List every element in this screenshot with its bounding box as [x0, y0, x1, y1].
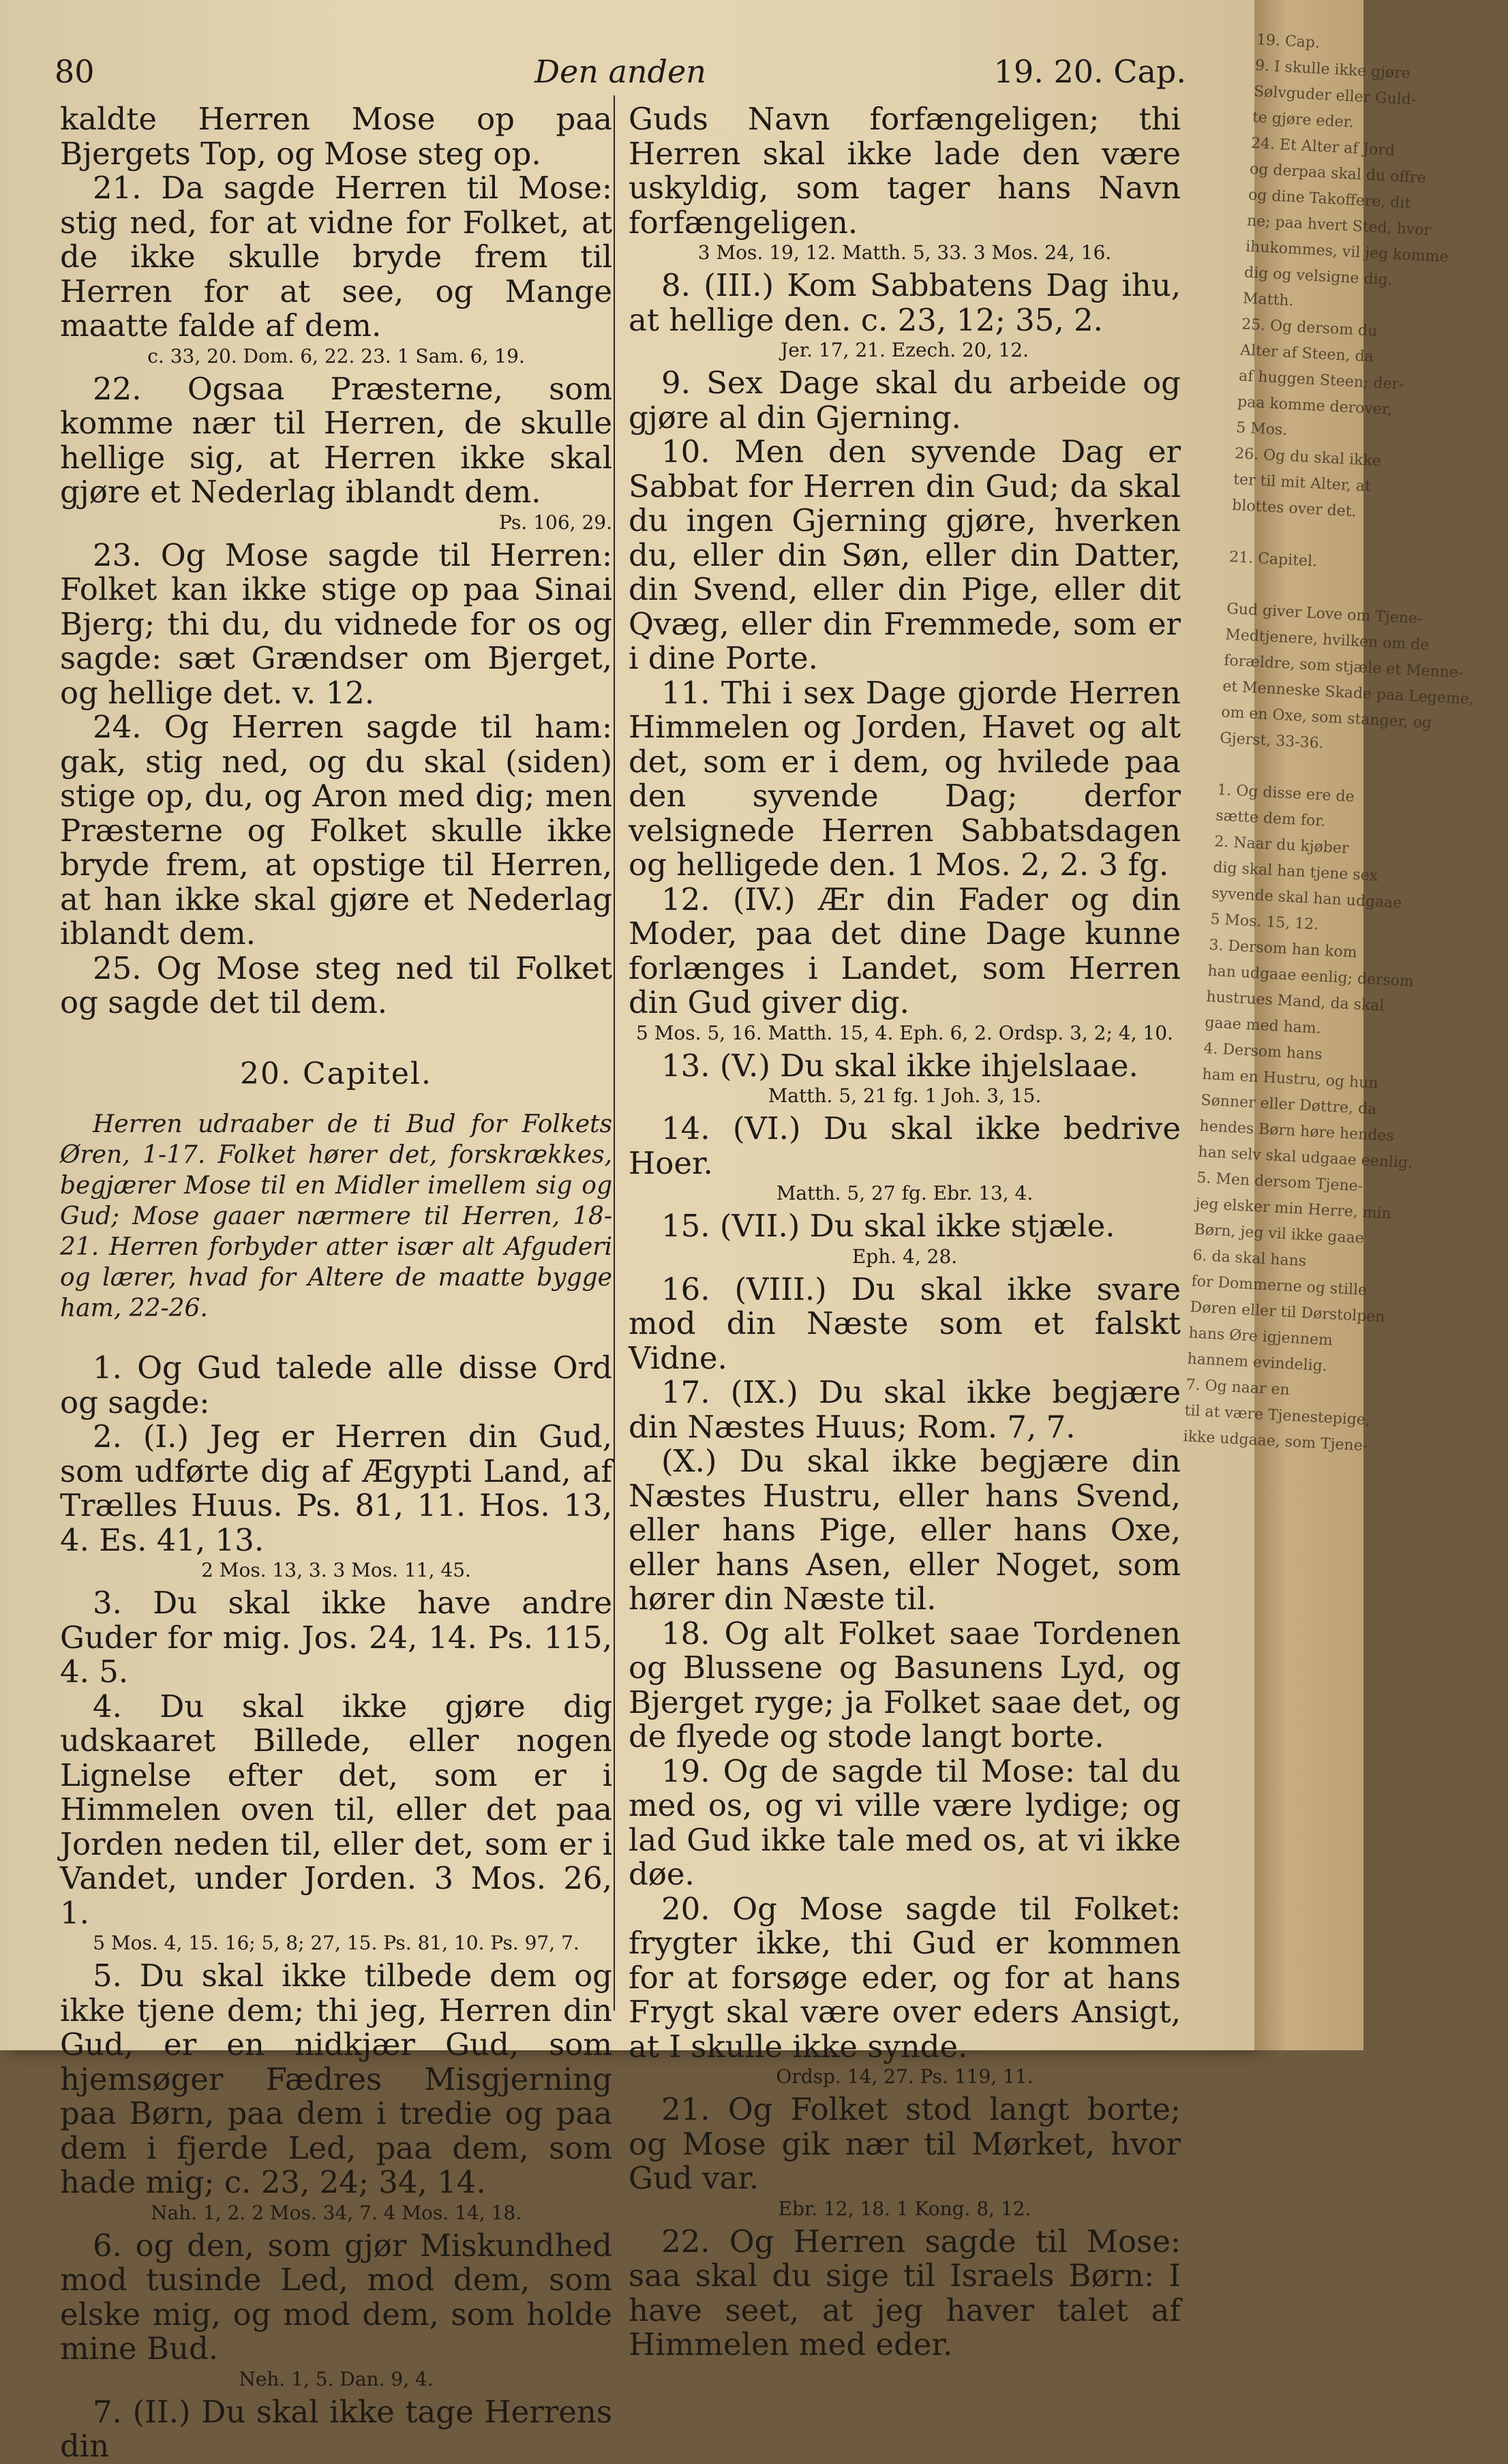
next-page-line: te gjøre eder.: [1252, 108, 1355, 132]
next-page-line: hannem evindelig.: [1186, 1350, 1328, 1375]
chapter-reference: 19. 20. Cap.: [993, 53, 1186, 90]
cross-reference: 5 Mos. 4, 15. 16; 5, 8; 27, 15. Ps. 81, 10. Ps. 97, 7.: [93, 1932, 579, 1954]
next-page-line: han selv skal udgaae eenlig.: [1197, 1143, 1413, 1172]
next-page-line: og dine Takoffere, dit: [1248, 186, 1411, 213]
next-page-line: paa komme derover,: [1237, 393, 1393, 419]
page-number: 80: [55, 53, 95, 90]
next-page-line: sætte dem for.: [1215, 807, 1326, 830]
running-header: [55, 53, 1186, 101]
cross-reference: 5 Mos. 5, 16. Matth. 15, 4. Eph. 6, 2. Ordsp. 3, 2; 4, 10.: [636, 1021, 1173, 1044]
next-page-line: hans Øre igjennem: [1188, 1324, 1333, 1350]
left-column: [60, 102, 612, 2464]
next-page-line: dig skal han tjene sex: [1212, 859, 1378, 885]
cross-reference: 2 Mos. 13, 3. 3 Mos. 11, 45.: [201, 1559, 471, 1581]
next-page-line: jeg elsker min Herre, min: [1194, 1195, 1392, 1223]
verse-19-24: 24. Og Herren sagde til ham: gak, stig ned, og du skal (siden) stige op, du, og Aron med dig; men Præsterne og Folket skulle ikke bryde frem, at opstige til Herren, at han ikke skal gjøre et Nederlag iblandt dem.: [60, 709, 612, 952]
next-page-line: 2. Naar du kjøber: [1213, 833, 1350, 857]
next-page-line: Børn, jeg vil ikke gaae: [1193, 1221, 1365, 1247]
verse-20-22: 22. Og Herren sagde til Mose: saa skal du sige til Israels Børn: I have seet, at jeg haver talet af Himmelen med eder.: [629, 2223, 1181, 2362]
verse-20-18: 18. Og alt Folket saae Tordenen og Blussene og Basunens Lyd, og Bjerget ryge; ja Folket saae det, og de flyede og stode langt borte.: [629, 1615, 1181, 1754]
column-divider: [614, 95, 615, 2011]
cross-reference: Matth. 5, 27 fg. Ebr. 13, 4.: [776, 1182, 1034, 1204]
next-page-line: 19. Cap.: [1256, 31, 1321, 52]
next-page-line: forældre, som stjæle et Menne-: [1223, 652, 1464, 682]
next-page-line: Døren eller til Dørstolpen: [1189, 1298, 1386, 1326]
cross-reference: Eph. 4, 28.: [851, 1245, 958, 1268]
verse-20-3: 3. Du skal ikke have andre Guder for mig. Jos. 24, 14. Ps. 115, 4. 5.: [60, 1585, 612, 1690]
next-page-line: Sølvguder eller Guld-: [1253, 82, 1417, 109]
verse-20-9: 9. Sex Dage skal du arbeide og gjøre al din Gjerning.: [629, 365, 1181, 436]
verse-20-6: 6. og den, som gjør Miskundhed mod tusinde Led, mod dem, som elske mig, og mod dem, som holde mine Bud.: [60, 2227, 612, 2367]
next-page-line: hustrues Mand, da skal: [1205, 988, 1385, 1015]
verse-20-21: 21. Og Folket stod langt borte; og Mose gik nær til Mørket, hvor Gud var.: [629, 2091, 1181, 2196]
next-page-line: 5. Men dersom Tjene-: [1196, 1169, 1363, 1196]
cross-reference: 3 Mos. 19, 12. Matth. 5, 33. 3 Mos. 24, 16.: [697, 241, 1112, 264]
chapter-heading: 20. Capitel.: [240, 1056, 432, 1091]
verse-20-4: 4. Du skal ikke gjøre dig udskaaret Billede, eller nogen Lignelse efter det, som er i Himmelen oven til, eller det paa Jorden neden til, eller det, som er i Vandet, under Jorden. 3 Mos. 26, 1.: [60, 1688, 612, 1931]
next-page-line: Gud giver Love om Tjene-: [1226, 600, 1423, 628]
cross-reference: Neh. 1, 5. Dan. 9, 4.: [239, 2367, 434, 2390]
next-page-line: ihukommes, vil jeg komme: [1245, 238, 1449, 267]
next-page-line: syvende skal han udgaae: [1211, 885, 1402, 912]
next-page-line: ham en Hustru, og hun: [1201, 1065, 1379, 1093]
verse-19-23: 23. Og Mose sagde til Herren: Folket kan ikke stige op paa Sinai Bjerg; thi du, du vidnede for os og sagde: sæt Grændser om Bjerget, og hellige det. v. 12.: [60, 536, 612, 711]
verse-20-2: 2. (I.) Jeg er Herren din Gud, som udførte dig af Ægypti Land, af Trælles Huus. Ps. 81, 11. Hos. 13, 4. Es. 41, 13.: [60, 1418, 612, 1558]
next-page-line: 7. Og naar en: [1185, 1376, 1291, 1399]
verse-19-22: 22. Ogsaa Præsterne, som komme nær til Herren, de skulle hellige sig, at Herren ikke skal gjøre et Nederlag iblandt dem.: [60, 370, 612, 510]
next-page-line: og derpaa skal du offre: [1249, 160, 1427, 187]
cross-reference: Ebr. 12, 18. 1 Kong. 8, 12.: [778, 2197, 1031, 2220]
right-column: [629, 102, 1181, 2362]
verse-20-17b: (X.) Du skal ikke begjære din Næstes Hustru, eller hans Svend, eller hans Pige, eller hans Oxe, eller hans Asen, eller Noget, som hører din Næste til.: [629, 1443, 1181, 1617]
verse-19-25: 25. Og Mose steg ned til Folket og sagde det til dem.: [60, 949, 612, 1020]
chapter-summary: Herren udraaber de ti Bud for Folkets Øren, 1-17. Folket hører det, forskrækkes, begjærer Mose til en Midler imellem sig og Gud; Mose gaaer nærmere til Herren, 18-21. Herren forbyder atter især alt Afguderi og lærer, hvad for Altere de maatte bygge ham, 22-26.: [60, 1110, 612, 1322]
verse-20-17: 17. (IX.) Du skal ikke begjære din Næstes Huus; Rom. 7, 7.: [629, 1374, 1181, 1445]
next-page-line: 21. Capitel.: [1228, 548, 1318, 571]
next-page-line: for Dommerne og stille: [1190, 1273, 1368, 1299]
verse-20-16: 16. (VIII.) Du skal ikke svare mod din Næste som et falskt Vidne.: [629, 1271, 1181, 1376]
next-page-line: Sønner eller Døttre, da: [1200, 1091, 1377, 1119]
verse-20-10: 10. Men den syvende Dag er Sabbat for Herren din Gud; da skal du ingen Gjerning gjøre, hverken du, eller din Søn, eller din Datter, din Svend, eller din Pige, eller dit Qvæg, eller din Fremmede, som er i dine Porte.: [629, 434, 1181, 676]
cross-reference: Jer. 17, 21. Ezech. 20, 12.: [781, 339, 1029, 361]
next-page-line: gaae med ham.: [1204, 1014, 1322, 1037]
verse-20-8: 8. (III.) Kom Sabbatens Dag ihu, at hellige den. c. 23, 12; 35, 2.: [629, 267, 1181, 338]
verse-20-5: 5. Du skal ikke tilbede dem og ikke tjene dem; thi jeg, Herren din Gud, er en nidkjær Gud, som hjemsøger Fædres Misgjerning paa Børn, paa dem i tredie og paa dem i fjerde Led, paa dem, som hade mig; c. 23, 24; 34, 14.: [60, 1958, 612, 2200]
next-page-line: Matth.: [1242, 290, 1295, 310]
cross-reference: c. 33, 20. Dom. 6, 22. 23. 1 Sam. 6, 19.: [147, 344, 525, 367]
next-page-line: 5 Mos.: [1235, 419, 1288, 440]
next-page-line: 4. Dersom hans: [1203, 1039, 1323, 1064]
next-page-line: om en Oxe, som stanger, og: [1220, 703, 1432, 732]
next-page-line: 5 Mos. 15, 12.: [1209, 911, 1319, 934]
next-page-line: Gjerst, 33-36.: [1219, 729, 1325, 752]
cross-reference: Ordsp. 14, 27. Ps. 119, 11.: [776, 2065, 1034, 2088]
next-page-line: 3. Dersom han kom: [1208, 937, 1358, 962]
next-page-line: dig og velsigne dig.: [1243, 264, 1393, 289]
next-page-line: blottes over det.: [1231, 497, 1357, 521]
next-page-line: 25. Og dersom du: [1241, 316, 1378, 340]
next-page-line: han udgaae eenlig; dersom: [1207, 962, 1415, 990]
verse-19-21: 21. Da sagde Herren til Mose: stig ned, for at vidne for Folket, at de ikke skulle bryde frem til Herren for at see, og Mange maatte falde af dem.: [60, 170, 612, 344]
next-page-line: til at være Tjenestepige,: [1183, 1402, 1371, 1429]
next-page-line: hendes Børn høre hendes: [1198, 1117, 1395, 1145]
next-page-line: 24. Et Alter af Jord: [1250, 134, 1396, 159]
next-page-line: ikke udgaae, som Tjene-: [1182, 1428, 1368, 1455]
cross-reference: Nah. 1, 2. 2 Mos. 34, 7. 4 Mos. 14, 18.: [150, 2201, 522, 2224]
next-page-line: ne; paa hvert Sted, hvor: [1246, 212, 1432, 239]
verse-20-12: 12. (IV.) Ær din Fader og din Moder, paa det dine Dage kunne forlænges i Landet, som Herren din Gud giver dig.: [629, 881, 1181, 1020]
next-page-line: Alter af Steen, da: [1239, 341, 1374, 366]
running-title: Den anden: [534, 53, 706, 90]
next-page-line: 9. I skulle ikke gjøre: [1254, 57, 1411, 82]
next-page-line: et Menneske Skade paa Legeme,: [1222, 678, 1475, 708]
verse-20-19: 19. Og de sagde til Mose: tal du med os, og vi ville være lydige; og lad Gud ikke tale med os, at vi ikke døe.: [629, 1752, 1181, 1892]
next-page-line: Medtjenere, hvilken om de: [1224, 626, 1430, 654]
verse-20-11: 11. Thi i sex Dage gjorde Herren Himmelen og Jorden, Havet og alt det, som er i dem, og hvilede paa den syvende Dag; derfor velsignede Herren Sabbatsdagen og helligede den. 1 Mos. 2, 2. 3 fg.: [629, 674, 1181, 883]
verse-20-7: 7. (II.) Du skal ikke tage Herrens din: [60, 2393, 612, 2464]
cross-reference: Ps. 106, 29.: [498, 511, 612, 534]
verse-19-20-cont: kaldte Herren Mose op paa Bjergets Top, og Mose steg op.: [60, 101, 612, 172]
next-page-line: ter til mit Alter, at: [1233, 471, 1372, 496]
verse-20-14: 14. (VI.) Du skal ikke bedrive Hoer.: [629, 1110, 1181, 1181]
next-page-edge: [1182, 0, 1475, 2050]
next-page-line: af huggen Steen; der-: [1238, 367, 1405, 393]
next-page-line: 6. da skal hans: [1192, 1247, 1307, 1271]
verse-20-15: 15. (VII.) Du skal ikke stjæle.: [661, 1208, 1115, 1244]
next-page-line: 1. Og disse ere de: [1216, 781, 1355, 806]
verse-20-1: 1. Og Gud talede alle disse Ord og sagde:: [60, 1350, 612, 1420]
verse-20-13: 13. (V.) Du skal ikke ihjelslaae.: [661, 1047, 1138, 1084]
verse-20-7-cont: Guds Navn forfængeligen; thi Herren skal ikke lade den være uskyldig, som tager hans Navn forfængeligen.: [629, 101, 1181, 241]
next-page-line: 26. Og du skal ikke: [1234, 445, 1382, 470]
verse-20-20: 20. Og Mose sagde til Folket: frygter ikke, thi Gud er kommen for at forsøge eder, og for at hans Frygt skal være over eders Ansigt, at I skulle ikke synde.: [629, 1890, 1181, 2065]
cross-reference: Matth. 5, 21 fg. 1 Joh. 3, 15.: [768, 1084, 1042, 1107]
